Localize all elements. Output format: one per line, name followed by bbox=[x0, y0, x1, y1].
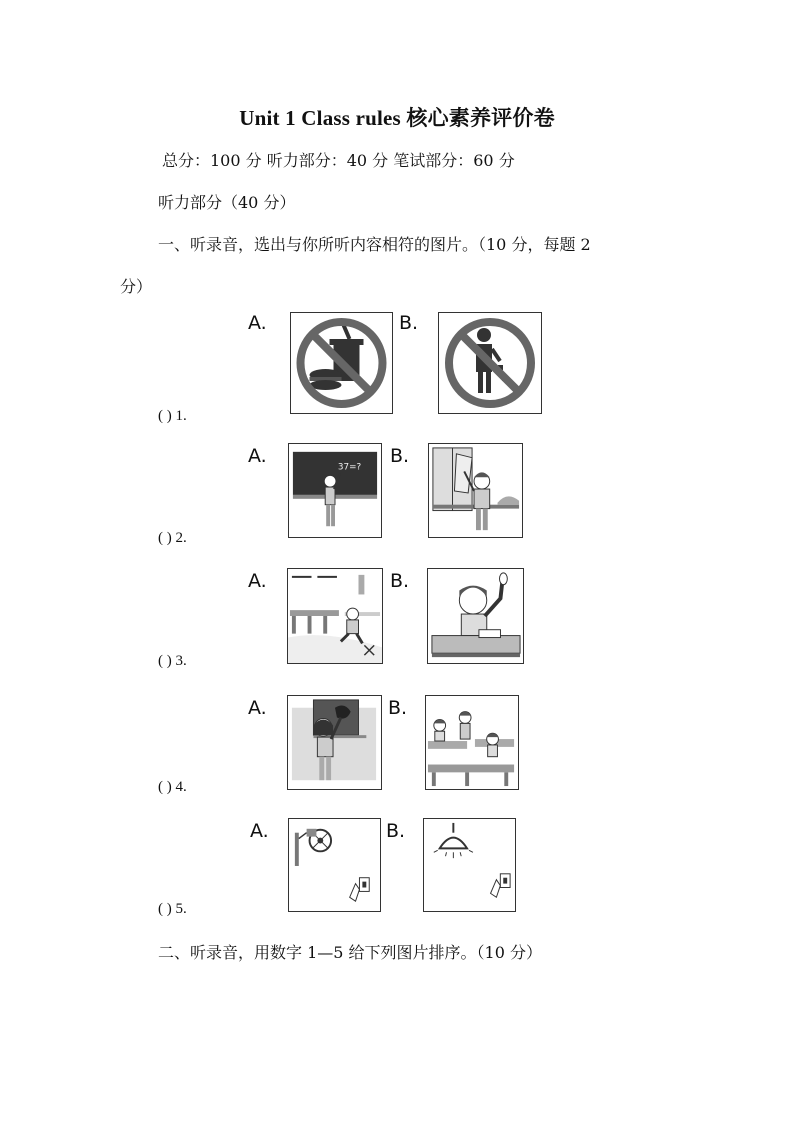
q1-option-b-image[interactable] bbox=[438, 312, 542, 414]
q1-option-a-image[interactable] bbox=[290, 312, 393, 414]
girl-cleaning-blackboard-illustration bbox=[288, 696, 381, 789]
question-4-bracket[interactable]: ( ) 4. bbox=[158, 779, 187, 795]
no-littering-icon bbox=[439, 313, 541, 413]
boy-raising-hand-illustration bbox=[428, 569, 523, 663]
listening-header: 听力部分（40 分） bbox=[158, 193, 296, 212]
q5-option-b-label: B. bbox=[386, 820, 406, 842]
q3-option-a-label: A. bbox=[248, 570, 267, 592]
light-and-switch-illustration bbox=[424, 819, 515, 911]
fan-and-switch-illustration bbox=[289, 819, 380, 911]
students-in-classroom-illustration bbox=[426, 696, 518, 789]
q1-option-b-label: B. bbox=[399, 312, 419, 334]
q4-option-a-image[interactable] bbox=[287, 695, 382, 790]
q2-option-b-label: B. bbox=[390, 445, 410, 467]
q5-option-a-image[interactable] bbox=[288, 818, 381, 912]
q1-option-a-label: A. bbox=[248, 312, 267, 334]
q5-option-a-label: A. bbox=[250, 820, 269, 842]
q3-option-a-image[interactable] bbox=[287, 568, 383, 664]
section1-instruction: 一、听录音，选出与你所听内容相符的图片。（10 分，每题 2 bbox=[158, 235, 591, 254]
q4-option-a-label: A. bbox=[248, 697, 267, 719]
question-5-bracket[interactable]: ( ) 5. bbox=[158, 901, 187, 917]
q5-option-b-image[interactable] bbox=[423, 818, 516, 912]
q3-option-b-image[interactable] bbox=[427, 568, 524, 664]
blackboard-text: 37=? bbox=[337, 462, 362, 473]
boy-running-in-classroom-illustration bbox=[288, 569, 382, 663]
q3-option-b-label: B. bbox=[390, 570, 410, 592]
q2-option-b-image[interactable] bbox=[428, 443, 523, 538]
question-2-bracket[interactable]: ( ) 2. bbox=[158, 530, 187, 546]
no-food-drink-icon bbox=[291, 313, 392, 413]
boy-at-blackboard-illustration bbox=[289, 444, 381, 537]
section1-instruction-cont: 分） bbox=[120, 277, 153, 296]
question-1-bracket[interactable]: ( ) 1. bbox=[158, 408, 187, 424]
page-title: Unit 1 Class rules 核心素养评价卷 bbox=[239, 106, 555, 130]
q2-option-a-label: A. bbox=[248, 445, 267, 467]
q2-option-a-image[interactable] bbox=[288, 443, 382, 538]
boy-opening-window-illustration bbox=[429, 444, 522, 537]
q4-option-b-label: B. bbox=[388, 697, 408, 719]
q4-option-b-image[interactable] bbox=[425, 695, 519, 790]
score-line: 总分：100 分 听力部分：40 分 笔试部分：60 分 bbox=[162, 151, 515, 170]
section2-instruction: 二、听录音，用数字 1—5 给下列图片排序。（10 分） bbox=[158, 943, 542, 962]
question-3-bracket[interactable]: ( ) 3. bbox=[158, 653, 187, 669]
